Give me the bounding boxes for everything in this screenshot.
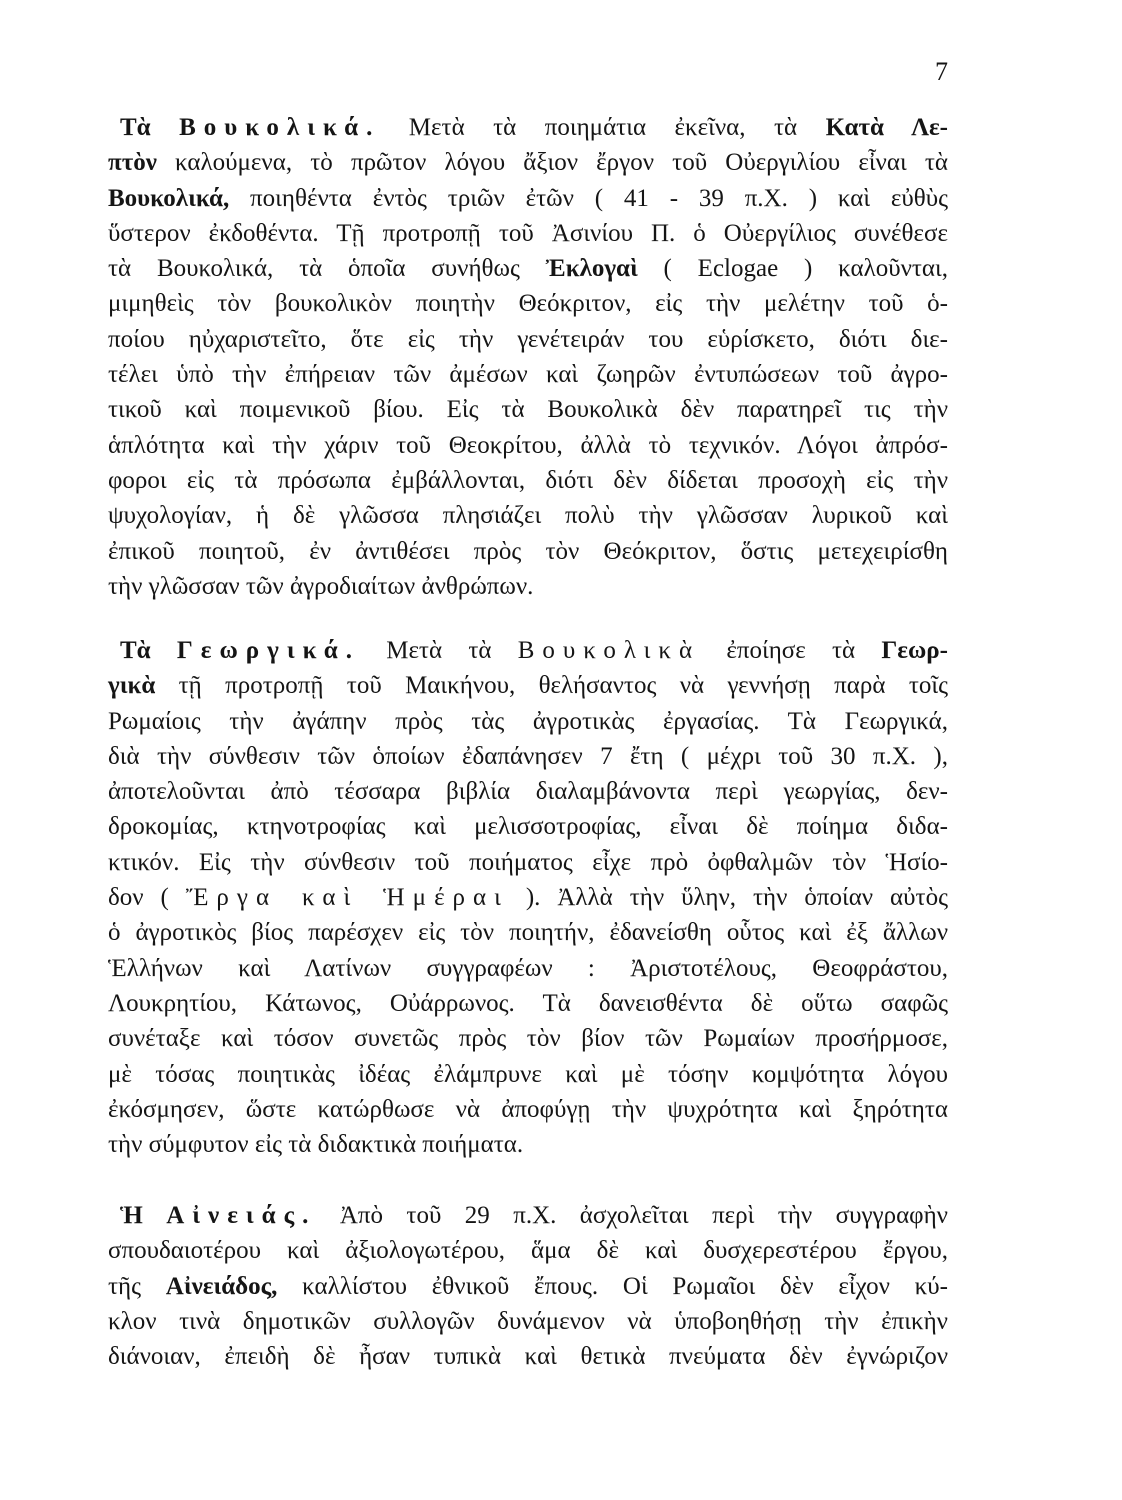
text-run: ( Eclogae ) καλοῦνται, bbox=[637, 255, 948, 283]
text-run: τὰ Βουκολικά, τὰ ὁποῖα συνήθως bbox=[108, 255, 546, 283]
text-line: συνέταξε καὶ τόσον συνετῶς πρὸς τὸν βίον τῶν Ρωμαίων προσήρμοσε, bbox=[108, 1025, 948, 1053]
bold-text: Ἐκλογαὶ bbox=[545, 255, 638, 283]
bold-text: πτὸν bbox=[108, 149, 157, 177]
bold-text: Τὰ bbox=[120, 637, 177, 664]
text-line bbox=[108, 251, 948, 286]
spaced-text: Βουκολικὰ bbox=[517, 637, 701, 664]
bold-text: Γεωρ- bbox=[881, 637, 948, 664]
bold-text: Αἰνειάδος, bbox=[165, 1272, 278, 1300]
section-heading: Βουκολικά. bbox=[179, 114, 381, 141]
section-heading: Αἰνειάς. bbox=[166, 1202, 317, 1229]
text-line: Ρωμαίοις τὴν ἀγάπην πρὸς τὰς ἀγροτικὰς ἐργασίας. Τὰ Γεωργικά, bbox=[108, 707, 948, 735]
text-run: τῇ προτροπῇ τοῦ Μαικήνου, θελήσαντος νὰ γεννήσῃ παρὰ τοῖς bbox=[155, 672, 948, 700]
text-line: τέλει ὑπὸ τὴν ἐπήρειαν τῶν ἀμέσων καὶ ζωηρῶν ἐντυπώσεων τοῦ ἀγρο- bbox=[108, 361, 948, 389]
text-line bbox=[108, 110, 948, 145]
text-line: δροκομίας, κτηνοτροφίας καὶ μελισσοτροφίας, εἶναι δὲ ποίημα διδα- bbox=[108, 813, 948, 841]
text-run: ποιηθέντα ἐντὸς τριῶν ἐτῶν ( 41 - 39 π.Χ. ) καὶ εὐθὺς bbox=[229, 184, 948, 212]
text-line bbox=[108, 181, 948, 216]
text-run: καλούμενα, τὸ πρῶτον λόγου ἄξιον ἔργον τοῦ Οὐεργιλίου εἶναι τὰ bbox=[156, 149, 948, 177]
text-line bbox=[108, 145, 948, 180]
text-line bbox=[108, 1198, 948, 1233]
text-line: ψυχολογίαν, ἡ δὲ γλῶσσα πλησιάζει πολὺ τὴν γλῶσσαν λυρικοῦ καὶ bbox=[108, 502, 948, 530]
page-number: 7 bbox=[935, 57, 948, 86]
text-line: Λουκρητίου, Κάτωνος, Οὐάρρωνος. Τὰ δανεισθέντα δὲ οὕτω σαφῶς bbox=[108, 989, 948, 1017]
text-line bbox=[108, 668, 948, 703]
text-line: φοροι εἰς τὰ πρόσωπα ἐμβάλλονται, διότι δὲν δίδεται προσοχὴ εἰς τὴν bbox=[108, 466, 948, 494]
text-run: ). Ἀλλὰ τὴν ὕλην, τὴν ὁποίαν αὐτὸς bbox=[508, 884, 948, 912]
text-run: Μετὰ τὰ bbox=[359, 637, 518, 664]
text-line: ποίου ηὐχαριστεῖτο, ὅτε εἰς τὴν γενέτειράν του εὑρίσκετο, διότι διε- bbox=[108, 325, 948, 353]
bold-text: Κατὰ Λε- bbox=[825, 114, 948, 141]
text-line: ἁπλότητα καὶ τὴν χάριν τοῦ Θεοκρίτου, ἀλλὰ τὸ τεχνικόν. Λόγοι ἀπρόσ- bbox=[108, 431, 948, 459]
spaced-text: Ἔργα καὶ Ἡμέραι bbox=[185, 884, 509, 912]
text-line: μὲ τόσας ποιητικὰς ἰδέας ἐλάμπρυνε καὶ μὲ τόσην κομψότητα λόγου bbox=[108, 1060, 948, 1088]
text-line: τικοῦ καὶ ποιμενικοῦ βίου. Εἰς τὰ Βουκολικὰ δὲν παρατηρεῖ τις τὴν bbox=[108, 396, 948, 424]
text-run: Ἀπὸ τοῦ 29 π.Χ. ἀσχολεῖται περὶ τὴν συγγραφὴν bbox=[316, 1202, 948, 1229]
paragraph-georgics bbox=[108, 633, 948, 1162]
text-line: ἀποτελοῦνται ἀπὸ τέσσαρα βιβλία διαλαμβάνοντα περὶ γεωργίας, δεν- bbox=[108, 778, 948, 806]
text-run: καλλίστου ἐθνικοῦ ἔπους. Οἱ Ρωμαῖοι δὲν εἶχον κύ- bbox=[277, 1272, 948, 1300]
bold-text: γικὰ bbox=[108, 672, 156, 700]
text-line bbox=[108, 1269, 948, 1304]
bold-text: Βουκολικά, bbox=[108, 184, 230, 212]
text-line: Ἑλλήνων καὶ Λατίνων συγγραφέων : Ἀριστοτέλους, Θεοφράστου, bbox=[108, 954, 948, 982]
text-run: Μετὰ τὰ ποιημάτια ἐκεῖνα, τὰ bbox=[380, 114, 826, 141]
text-line: διὰ τὴν σύνθεσιν τῶν ὁποίων ἐδαπάνησεν 7 ἔτη ( μέχρι τοῦ 30 π.Χ. ), bbox=[108, 742, 948, 770]
text-line: σπουδαιοτέρου καὶ ἀξιολογωτέρου, ἅμα δὲ καὶ δυσχερεστέρου ἔργου, bbox=[108, 1237, 948, 1265]
text-line bbox=[108, 633, 948, 668]
section-heading: Γεωργικά. bbox=[176, 637, 360, 664]
text-line: διάνοιαν, ἐπειδὴ δὲ ἦσαν τυπικὰ καὶ θετικὰ πνεύματα δὲν ἐγνώριζον bbox=[108, 1343, 948, 1371]
text-line: κτικόν. Εἰς τὴν σύνθεσιν τοῦ ποιήματος εἶχε πρὸ ὀφθαλμῶν τὸν Ἡσίο- bbox=[108, 848, 948, 876]
text-run: τῆς bbox=[108, 1272, 166, 1300]
text-line: μιμηθεὶς τὸν βουκολικὸν ποιητὴν Θεόκριτον, εἰς τὴν μελέτην τοῦ ὁ- bbox=[108, 290, 948, 318]
text-run: ἐποίησε τὰ bbox=[700, 637, 882, 664]
text-run: δον ( bbox=[108, 884, 186, 912]
bold-text: Ἡ bbox=[120, 1202, 167, 1229]
paragraph-aeneid bbox=[108, 1198, 948, 1374]
text-line: τὴν σύμφυτον εἰς τὰ διδακτικὰ ποιήματα. bbox=[108, 1131, 524, 1159]
text-line bbox=[108, 880, 948, 915]
text-line: κλον τινὰ δημοτικῶν συλλογῶν δυνάμενον νὰ ὑποβοηθήσῃ τὴν ἐπικὴν bbox=[108, 1307, 948, 1335]
paragraph-bucolics bbox=[108, 110, 948, 604]
text-line: ὁ ἀγροτικὸς βίος παρέσχεν εἰς τὸν ποιητήν, ἐδανείσθη οὗτος καὶ ἐξ ἄλλων bbox=[108, 919, 948, 947]
text-line: τὴν γλῶσσαν τῶν ἀγροδιαίτων ἀνθρώπων. bbox=[108, 572, 534, 600]
bold-text: Τὰ bbox=[120, 114, 180, 141]
text-line: ἐπικοῦ ποιητοῦ, ἐν ἀντιθέσει πρὸς τὸν Θεόκριτον, ὅστις μετεχειρίσθη bbox=[108, 537, 948, 565]
text-line: ὕστερον ἐκδοθέντα. Τῇ προτροπῇ τοῦ Ἀσινίου Π. ὁ Οὐεργίλιος συνέθεσε bbox=[108, 219, 948, 247]
text-line: ἐκόσμησεν, ὥστε κατώρθωσε νὰ ἀποφύγῃ τὴν ψυχρότητα καὶ ξηρότητα bbox=[108, 1095, 948, 1123]
